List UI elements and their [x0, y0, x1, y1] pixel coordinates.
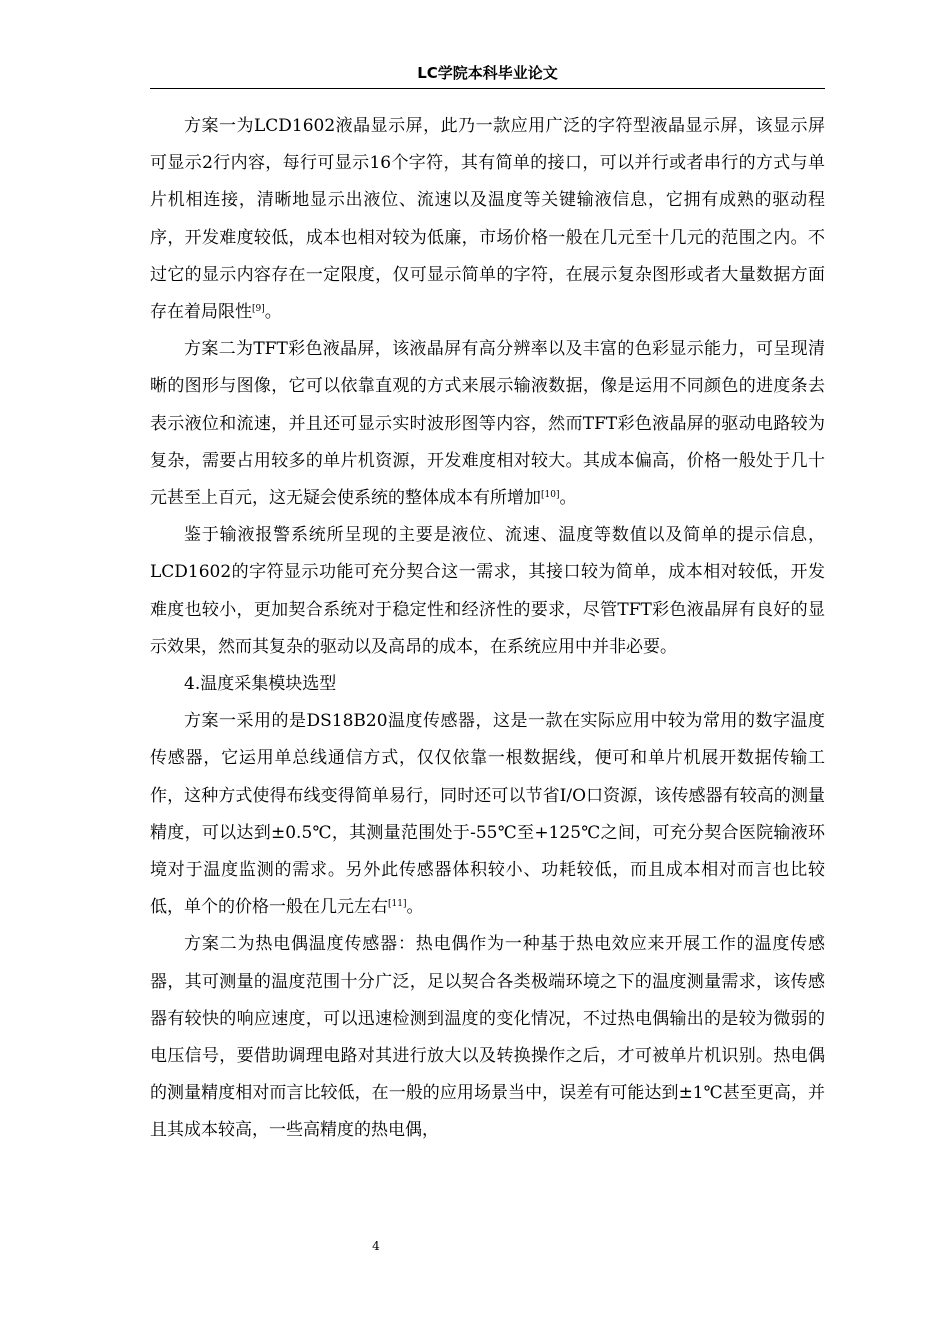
paragraph-tft	[150, 331, 825, 517]
paragraph-text: 方案二为TFT彩色液晶屏，该液晶屏有高分辨率以及丰富的色彩显示能力，可呈现清晰的图形与图像，它可以依靠直观的方式来展示输液数据，像是运用不同颜色的进度条去表示液位和流速，并且还可显示实时波形图等内容，然而TFT彩色液晶屏的驱动电路较为复杂，需要占用较多的单片机资源，开发难度相对较大。其成本偏高，价格一般处于几十元甚至上百元，这无疑会使系统的整体成本有所增加	[150, 339, 825, 509]
paragraph-lcd1602	[150, 108, 825, 331]
paragraph-text: 方案一采用的是DS18B20温度传感器，这是一款在实际应用中较为常用的数字温度传感器，它运用单总线通信方式，仅仅依靠一根数据线，便可和单片机展开数据传输工作，这种方式使得布线变得简单易行，同时还可以节省I/O口资源，该传感器有较高的测量精度，可以达到±0.5℃，其测量范围处于-55℃至+125℃之间，可充分契合医院输液环境对于温度监测的需求。另外此传感器体积较小、功耗较低，而且成本相对而言也比较低，单个的价格一般在几元左右	[150, 711, 825, 918]
paragraph-text: 方案一为LCD1602液晶显示屏，此乃一款应用广泛的字符型液晶显示屏，该显示屏可显示2行内容，每行可显示16个字符，其有简单的接口，可以并行或者串行的方式与单片机相连接，清晰地显示出液位、流速以及温度等关键输液信息，它拥有成熟的驱动程序，开发难度较低，成本也相对较为低廉，市场价格一般在几元至十几元的范围之内。不过它的显示内容存在一定限度，仅可显示简单的字符，在展示复杂图形或者大量数据方面存在着局限性	[150, 116, 825, 323]
citation-ref: [11]	[388, 899, 407, 910]
page-header-title: LC学院本科毕业论文	[417, 64, 558, 82]
header-divider	[150, 88, 825, 89]
paragraph-tail: 。	[559, 488, 577, 509]
paragraph-text: 鉴于输液报警系统所呈现的主要是液位、流速、温度等数值以及简单的提示信息，LCD1602的字符显示功能可充分契合这一需求，其接口较为简单，成本相对较低，开发难度也较小，更加契合系统对于稳定性和经济性的要求，尽管TFT彩色液晶屏有良好的显示效果，然而其复杂的驱动以及高昂的成本，在系统应用中并非必要。	[150, 525, 825, 657]
paragraph-tail: 。	[406, 897, 424, 918]
citation-ref: [10]	[541, 490, 560, 501]
body-text	[150, 108, 825, 1150]
page-number: 4	[372, 1239, 380, 1253]
paragraph-ds18b20	[150, 703, 825, 926]
paragraph-text: 方案二为热电偶温度传感器：热电偶作为一种基于热电效应来开展工作的温度传感器，其可测量的温度范围十分广泛，足以契合各类极端环境之下的温度测量需求，该传感器有较快的响应速度，可以迅速检测到温度的变化情况，不过热电偶输出的是较为微弱的电压信号，要借助调理电路对其进行放大以及转换操作之后，才可被单片机识别。热电偶的测量精度相对而言比较低，在一般的应用场景当中，误差有可能达到±1℃甚至更高，并且其成本较高，一些高精度的热电偶，	[150, 934, 825, 1141]
paragraph-thermocouple	[150, 926, 825, 1149]
paragraph-display-conclusion	[150, 517, 825, 666]
section-heading: 4.温度采集模块选型	[184, 674, 337, 695]
paragraph-tail: 。	[264, 302, 282, 323]
citation-ref: [9]	[252, 304, 265, 315]
